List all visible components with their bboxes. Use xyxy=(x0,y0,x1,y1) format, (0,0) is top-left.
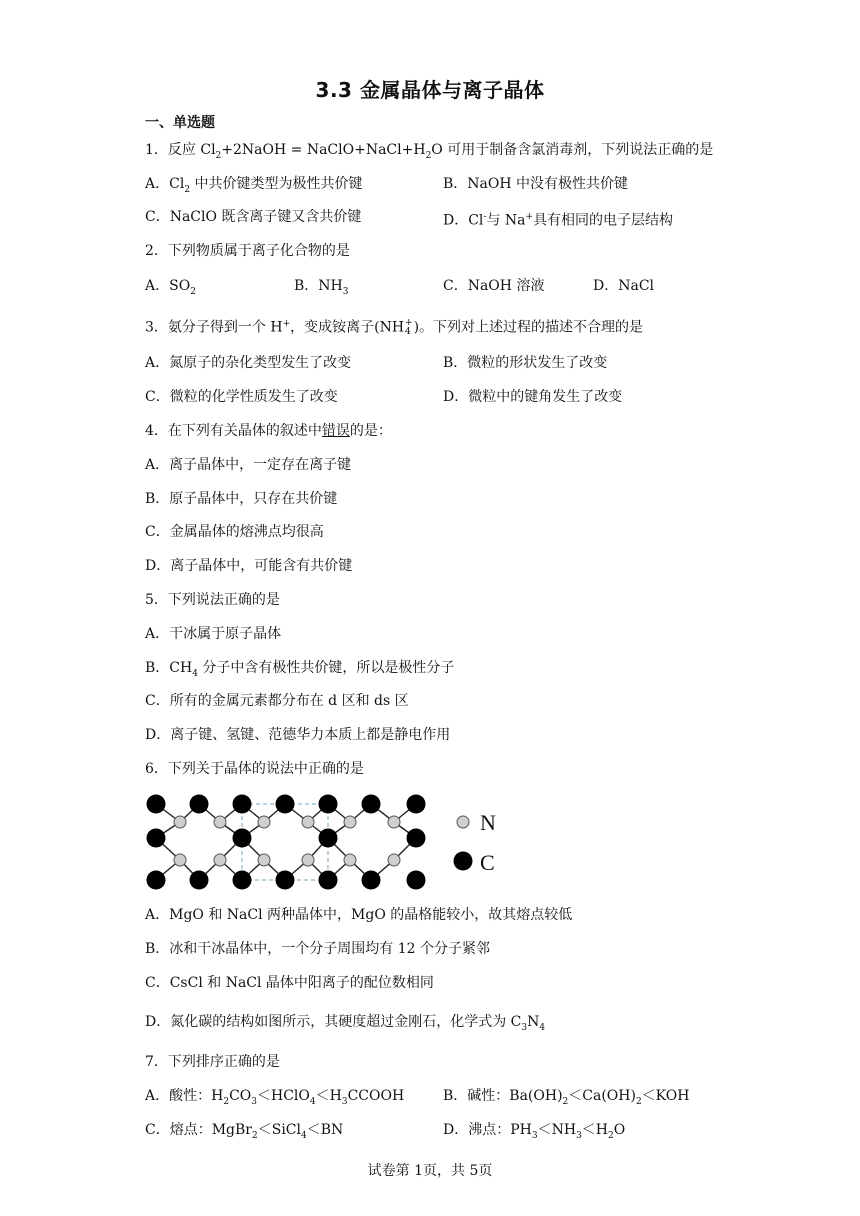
question-4-option-b[interactable]: B．原子晶体中，只存在共价键 xyxy=(145,491,338,507)
carbon-legend-icon xyxy=(454,852,473,871)
question-3-option-a[interactable]: A．氮原子的杂化类型发生了改变 xyxy=(145,355,352,371)
question-7-stem: 7．下列排序正确的是 xyxy=(145,1054,280,1070)
question-3-option-b[interactable]: B．微粒的形状发生了改变 xyxy=(443,355,608,371)
legend-n-label: N xyxy=(480,810,496,835)
question-2-stem: 2．下列物质属于离子化合物的是 xyxy=(145,243,350,259)
page-title: 3.3 金属晶体与离子晶体 xyxy=(315,78,545,102)
question-6-option-b[interactable]: B．冰和干冰晶体中，一个分子周围均有 12 个分子紧邻 xyxy=(145,941,491,957)
section-heading: 一、单选题 xyxy=(145,115,215,131)
question-2-option-b[interactable]: B．$NH_3$ xyxy=(294,278,349,297)
carbon-nitride-structure-figure xyxy=(140,790,510,894)
question-7-option-b[interactable]: B．碱性：$Ba(OH)_2<Ca(OH)_2<KOH$ xyxy=(443,1088,690,1107)
page-footer: 试卷第 1页，共 5页 xyxy=(367,1163,493,1179)
question-2-option-a[interactable]: A．$SO_2$ xyxy=(145,278,196,297)
question-5-option-d[interactable]: D．离子键、氢键、范德华力本质上都是静电作用 xyxy=(145,727,451,743)
question-1-option-b[interactable]: B．NaOH 中没有极性共价键 xyxy=(443,176,629,192)
question-3-stem: 3．氨分子得到一个 H+，变成铵离子(NH + 4 )。下列对上述过程的描述不合理的是 xyxy=(145,317,644,337)
question-1-option-d[interactable]: D．Cl-与 Na+具有相同的电子层结构 xyxy=(443,212,674,229)
question-4-stem: 4．在下列有关晶体的叙述中错误的是： xyxy=(145,423,392,439)
nitrogen-legend-icon xyxy=(457,816,469,828)
legend-c-label: C xyxy=(480,850,495,875)
question-6-option-d[interactable]: D．氮化碳的结构如图所示，其硬度超过金刚石，化学式为 $C_3N_4$ xyxy=(145,1014,546,1033)
question-7-option-c[interactable]: C．熔点：MgBr$_2$＜SiCl$_4$＜BN xyxy=(145,1122,344,1141)
question-5-stem: 5．下列说法正确的是 xyxy=(145,592,280,608)
question-4-option-c[interactable]: C．金属晶体的熔沸点均很高 xyxy=(145,524,324,540)
question-7-option-d[interactable]: D．沸点：$PH_3<NH_3<H_2O$ xyxy=(443,1122,626,1141)
question-7-option-a[interactable]: A．酸性：$H_2CO_3<HClO_4<H_3CCOOH$ xyxy=(145,1088,405,1107)
question-3-option-c[interactable]: C．微粒的化学性质发生了改变 xyxy=(145,389,338,405)
question-1-stem: 1．反应 $Cl_2+2NaOH$ = $NaClO+NaCl+H_2O$ 可用于制备含氯消毒剂，下列说法正确的是 xyxy=(145,142,714,161)
question-1-option-a[interactable]: A．$Cl_2$ 中共价键类型为极性共价键 xyxy=(145,176,363,195)
question-3-option-d[interactable]: D．微粒中的键角发生了改变 xyxy=(443,389,623,405)
question-4-option-d[interactable]: D．离子晶体中，可能含有共价键 xyxy=(145,558,353,574)
question-5-option-a[interactable]: A．干冰属于原子晶体 xyxy=(145,626,282,642)
question-6-option-c[interactable]: C．CsCl 和 NaCl 晶体中阳离子的配位数相同 xyxy=(145,975,434,991)
question-4-option-a[interactable]: A．离子晶体中，一定存在离子键 xyxy=(145,457,352,473)
question-6-stem: 6．下列关于晶体的说法中正确的是 xyxy=(145,761,364,777)
question-2-option-c[interactable]: C．NaOH 溶液 xyxy=(443,278,545,294)
question-2-option-d[interactable]: D．NaCl xyxy=(593,278,655,294)
question-5-option-c[interactable]: C．所有的金属元素都分布在 d 区和 ds 区 xyxy=(145,693,409,709)
question-6-option-a[interactable]: A．MgO 和 NaCl 两种晶体中，MgO 的晶格能较小，故其熔点较低 xyxy=(145,907,573,923)
question-1-option-c[interactable]: C．NaClO 既含离子键又含共价键 xyxy=(145,209,362,225)
question-5-option-b[interactable]: B．$CH_4$ 分子中含有极性共价键，所以是极性分子 xyxy=(145,660,455,679)
